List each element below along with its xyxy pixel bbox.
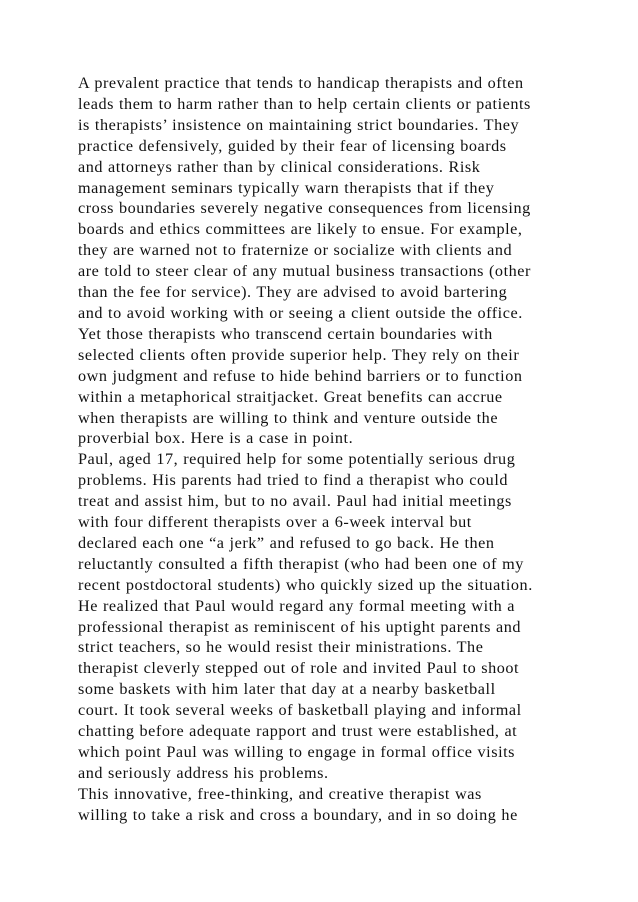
text-line: declared each one “a jerk” and refused to go back. He then [78, 533, 495, 552]
text-line: willing to take a risk and cross a boundary, and in so doing he [78, 805, 518, 824]
text-line: professional therapist as reminiscent of his uptight parents and [78, 617, 521, 636]
text-line: boards and ethics committees are likely to ensue. For example, [78, 220, 523, 239]
text-line: is therapists’ insistence on maintaining strict boundaries. They [78, 115, 520, 134]
text-line: chatting before adequate rapport and trust were established, at [78, 722, 518, 741]
text-line: leads them to harm rather than to help certain clients or patients [78, 94, 531, 113]
text-line: are told to steer clear of any mutual business transactions (other [78, 262, 531, 281]
text-line: they are warned not to fraternize or socialize with clients and [78, 241, 513, 260]
text-line: and to avoid working with or seeing a client outside the office. [78, 303, 523, 322]
text-line: strict teachers, so he would resist their ministrations. The [78, 638, 484, 657]
text-line: This innovative, free-thinking, and creative therapist was [78, 784, 482, 803]
text-line: problems. His parents had tried to find a therapist who could [78, 471, 509, 490]
text-line: when therapists are willing to think and venture outside the [78, 408, 499, 427]
text-line: recent postdoctoral students) who quickly sized up the situation. [78, 575, 533, 594]
text-line: practice defensively, guided by their fear of licensing boards [78, 136, 507, 155]
text-line: A prevalent practice that tends to handicap therapists and often [78, 74, 524, 92]
body-text [78, 73, 578, 826]
text-line: court. It took several weeks of basketball playing and informal [78, 701, 522, 720]
text-line: some baskets with him later that day at a nearby basketball [78, 680, 496, 699]
text-line: and seriously address his problems. [78, 763, 329, 782]
text-line: management seminars typically warn therapists that if they [78, 178, 495, 197]
text-line: which point Paul was willing to engage in formal office visits [78, 743, 516, 761]
text-line: selected clients often provide superior help. They rely on their [78, 345, 520, 364]
text-line: therapist cleverly stepped out of role and invited Paul to shoot [78, 659, 520, 678]
text-line: cross boundaries severely negative consequences from licensing [78, 199, 531, 218]
text-line: reluctantly consulted a fifth therapist (who had been one of my [78, 554, 524, 573]
text-line: Yet those therapists who transcend certain boundaries with [78, 324, 493, 343]
text-line: within a metaphorical straitjacket. Great benefits can accrue [78, 387, 503, 406]
text-line: proverbial box. Here is a case in point. [78, 429, 354, 448]
text-line: He realized that Paul would regard any formal meeting with a [78, 596, 516, 615]
text-line: and attorneys rather than by clinical considerations. Risk [78, 157, 481, 176]
text-line: than the fee for service). They are advised to avoid bartering [78, 283, 508, 302]
text-line: own judgment and refuse to hide behind barriers or to function [78, 366, 523, 385]
text-line: Paul, aged 17, required help for some potentially serious drug [78, 450, 516, 469]
text-line: with four different therapists over a 6-week interval but [78, 513, 472, 532]
text-line: treat and assist him, but to no avail. Paul had initial meetings [78, 492, 512, 511]
